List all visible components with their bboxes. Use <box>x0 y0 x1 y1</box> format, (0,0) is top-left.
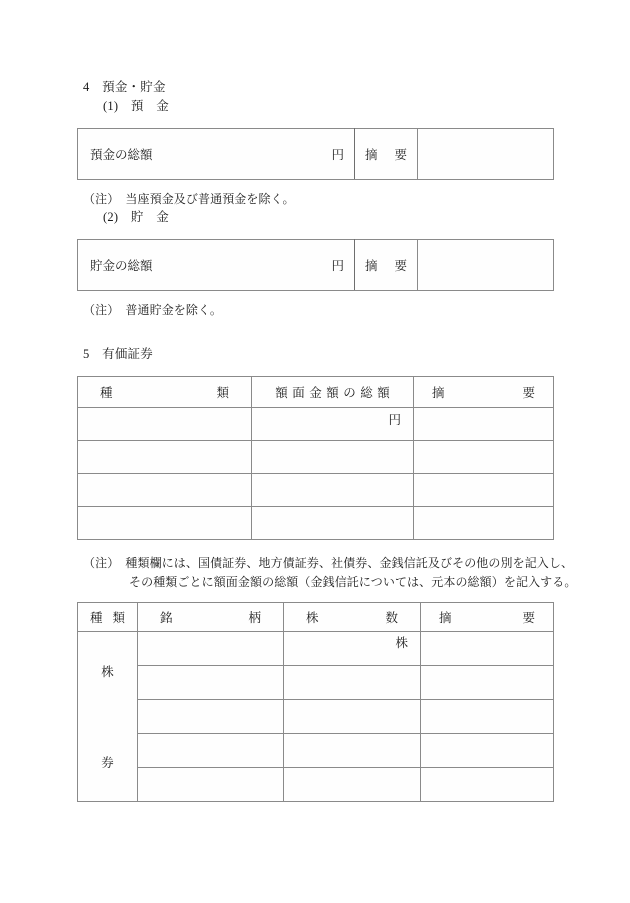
table-row <box>78 507 554 540</box>
stock-issue-input[interactable] <box>138 666 284 700</box>
remarks-label-char-1: 摘 <box>365 148 378 162</box>
note-4-1: （注） 当座預金及び普通預金を除く。 <box>83 192 295 206</box>
spacer <box>77 364 553 376</box>
securities-facevalue-input[interactable] <box>252 408 414 441</box>
stock-header-remarks <box>421 603 554 632</box>
table-header-row <box>78 377 554 408</box>
stock-issue-input[interactable] <box>138 632 284 666</box>
securities-unit-yen: 円 <box>388 413 401 427</box>
note-4-2: （注） 普通貯金を除く。 <box>83 303 222 317</box>
stock-kind-merged-cell <box>78 632 138 802</box>
securities-remarks-input[interactable] <box>414 408 554 441</box>
savings-total-label: 貯金の総額 <box>90 259 153 273</box>
subsection-heading-4-2: (2) 貯 金 <box>103 210 169 224</box>
spacer <box>77 540 553 554</box>
securities-facevalue-input[interactable] <box>252 507 414 540</box>
stock-shares-input[interactable] <box>284 700 421 734</box>
savings-total-table <box>77 239 554 291</box>
savings-unit-yen: 円 <box>331 259 344 273</box>
securities-header-remarks <box>414 377 554 408</box>
remarks-label-char-2: 要 <box>394 148 407 162</box>
stock-header-shares <box>284 603 421 632</box>
securities-table <box>77 376 554 540</box>
stock-shares-input[interactable] <box>284 632 421 666</box>
securities-header-facevalue <box>252 377 414 408</box>
table-row <box>78 666 554 700</box>
savings-remarks-label-cell <box>355 240 418 291</box>
table-row <box>78 441 554 474</box>
securities-remarks-input[interactable] <box>414 507 554 540</box>
stock-kind-char-top: 株 <box>101 665 114 679</box>
header-char-2: 類 <box>112 611 125 625</box>
header-text: 額面金額の総額 <box>275 386 395 400</box>
header-char-1: 株 <box>306 611 319 625</box>
stock-unit-kabu: 株 <box>395 636 408 650</box>
header-char-2: 類 <box>216 386 229 400</box>
header-char-2: 数 <box>385 611 398 625</box>
stock-shares-input[interactable] <box>284 768 421 802</box>
savings-total-label-cell <box>78 240 355 291</box>
securities-header-kind <box>78 377 252 408</box>
deposit-total-label: 預金の総額 <box>90 148 153 162</box>
remarks-label-char-1: 摘 <box>365 259 378 273</box>
stock-issue-input[interactable] <box>138 700 284 734</box>
header-char-1: 摘 <box>432 386 445 400</box>
stock-shares-input[interactable] <box>284 734 421 768</box>
stock-issue-input[interactable] <box>138 768 284 802</box>
table-row <box>78 474 554 507</box>
stock-header-issue <box>138 603 284 632</box>
section-heading-4: 4 預金・貯金 <box>83 80 166 94</box>
stock-remarks-input[interactable] <box>421 700 554 734</box>
header-char-1: 摘 <box>439 611 452 625</box>
header-char-2: 要 <box>522 386 535 400</box>
deposit-unit-yen: 円 <box>331 148 344 162</box>
securities-kind-input[interactable] <box>78 441 252 474</box>
securities-kind-input[interactable] <box>78 507 252 540</box>
table-header-row <box>78 603 554 632</box>
header-char-1: 種 <box>100 386 113 400</box>
deposit-remarks-label-cell <box>355 129 418 180</box>
table-row <box>78 408 554 441</box>
spacer <box>77 592 553 602</box>
spacer <box>77 180 553 190</box>
securities-facevalue-input[interactable] <box>252 441 414 474</box>
table-row <box>78 632 554 666</box>
stock-remarks-input[interactable] <box>421 734 554 768</box>
table-row <box>78 700 554 734</box>
spacer <box>77 116 553 128</box>
note-line-2: その種類ごとに額面金額の総額（金銭信託については、元本の総額）を記入する。 <box>129 575 577 589</box>
deposit-remarks-input-cell[interactable] <box>418 129 554 180</box>
securities-remarks-input[interactable] <box>414 441 554 474</box>
note-5-securities <box>77 554 577 592</box>
securities-facevalue-input[interactable] <box>252 474 414 507</box>
spacer <box>77 319 553 345</box>
spacer <box>77 291 553 301</box>
document-content <box>77 78 577 802</box>
stock-header-kind <box>78 603 138 632</box>
table-row <box>78 240 554 291</box>
stock-kind-char-bottom: 券 <box>101 756 114 770</box>
remarks-label-char-2: 要 <box>394 259 407 273</box>
table-row <box>78 768 554 802</box>
deposit-total-table <box>77 128 554 180</box>
spacer <box>77 227 553 239</box>
securities-remarks-input[interactable] <box>414 474 554 507</box>
stock-remarks-input[interactable] <box>421 666 554 700</box>
subsection-heading-4-1: (1) 預 金 <box>103 99 169 113</box>
securities-kind-input[interactable] <box>78 408 252 441</box>
savings-remarks-input-cell[interactable] <box>418 240 554 291</box>
stock-remarks-input[interactable] <box>421 768 554 802</box>
stock-issue-input[interactable] <box>138 734 284 768</box>
stock-remarks-input[interactable] <box>421 632 554 666</box>
note-line-1: （注） 種類欄には、国債証券、地方債証券、社債券、金銭信託及びその他の別を記入し、 <box>83 556 574 570</box>
header-char-1: 種 <box>90 611 103 625</box>
deposit-total-label-cell <box>78 129 355 180</box>
securities-kind-input[interactable] <box>78 474 252 507</box>
table-row <box>78 734 554 768</box>
header-char-2: 柄 <box>248 611 261 625</box>
stock-table <box>77 602 554 802</box>
table-row <box>78 129 554 180</box>
stock-shares-input[interactable] <box>284 666 421 700</box>
header-char-1: 銘 <box>160 611 173 625</box>
section-heading-5: 5 有価証券 <box>83 347 153 361</box>
header-char-2: 要 <box>522 611 535 625</box>
